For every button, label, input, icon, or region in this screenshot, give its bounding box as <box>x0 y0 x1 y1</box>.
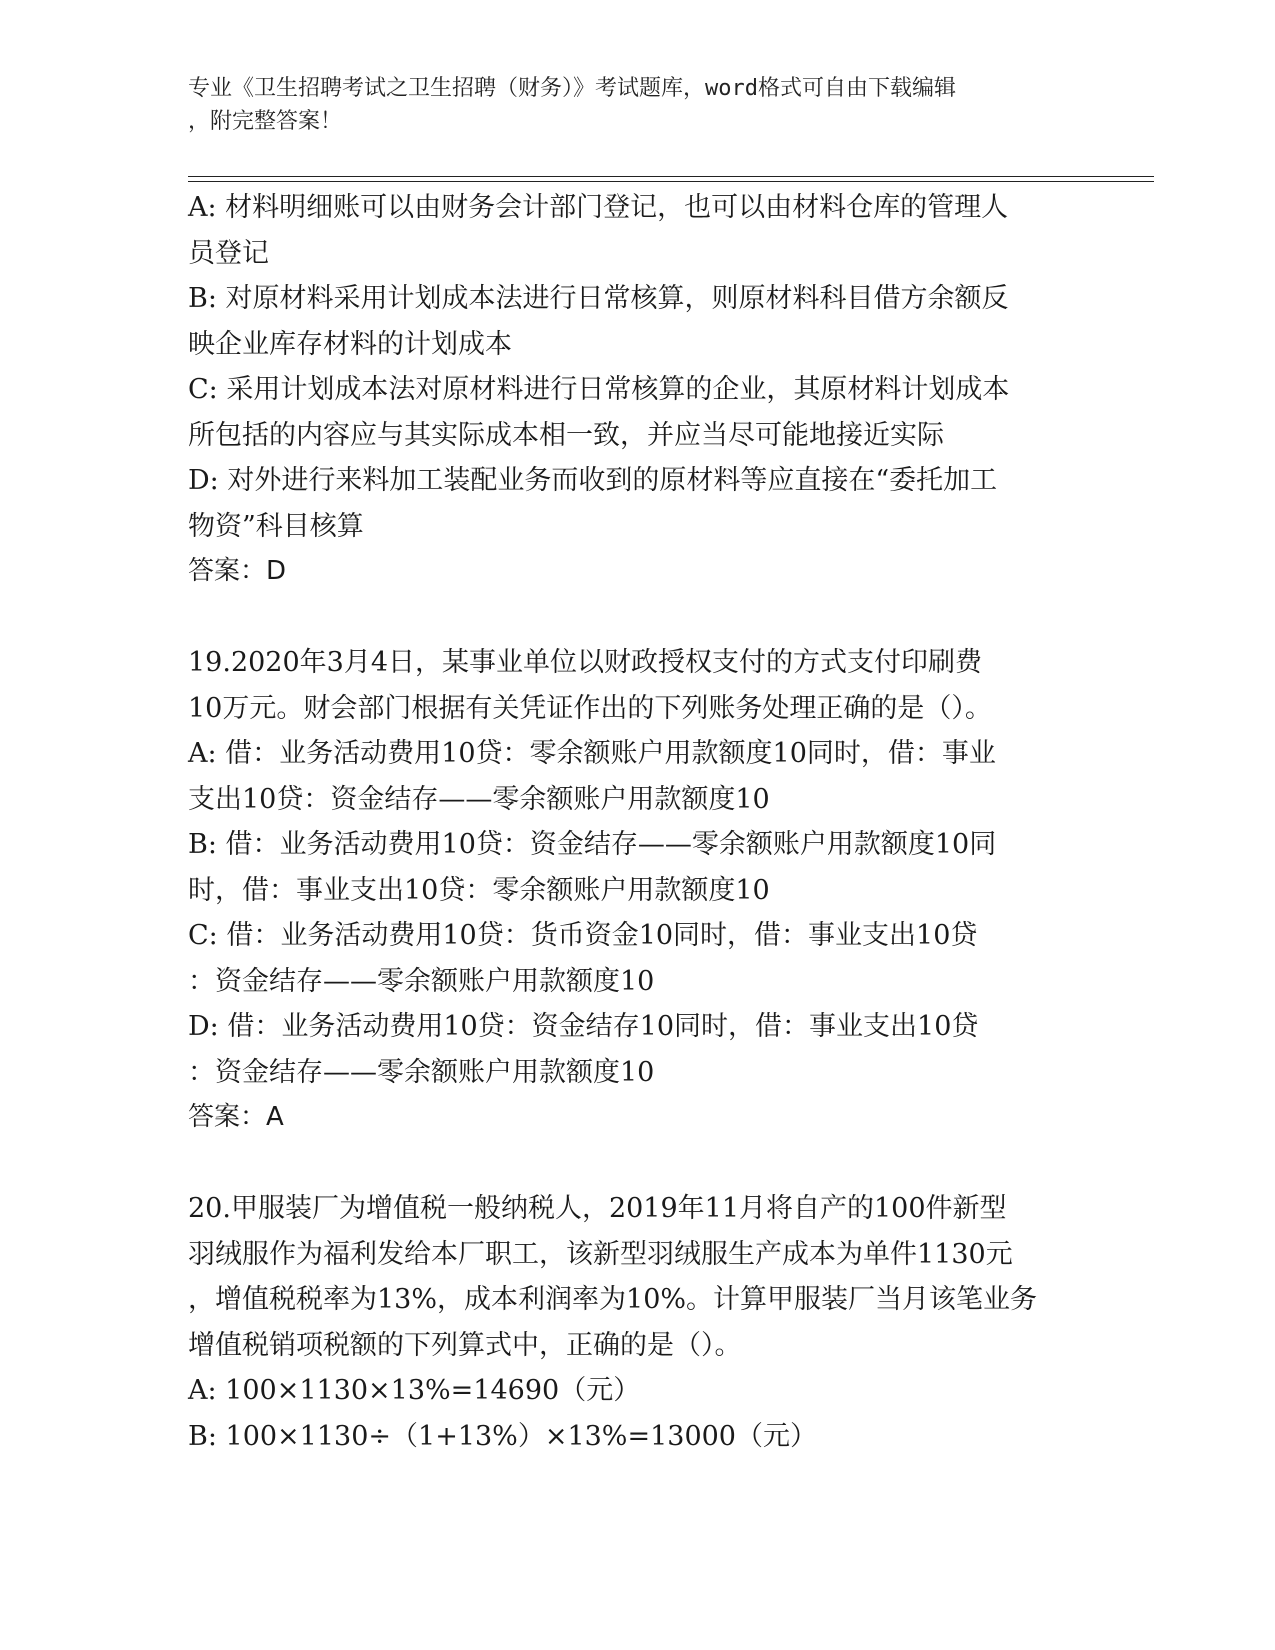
header-divider-top <box>188 176 1154 177</box>
document-header <box>188 72 1068 138</box>
question-20 <box>188 1186 1078 1459</box>
header-divider-bottom <box>188 181 1154 182</box>
option-b-line-1: B: 对原材料采用计划成本法进行日常核算，则原材料科目借方余额反 <box>188 283 1009 314</box>
option-b: B: 100×1130÷（1+13%）×13%=13000（元） <box>188 1420 817 1452</box>
header-line-1: 专业《卫生招聘考试之卫生招聘（财务）》考试题库，word格式可自由下载编辑 <box>188 76 956 101</box>
option-c-line-1: C: 采用计划成本法对原材料进行日常核算的企业，其原材料计划成本 <box>188 374 1010 405</box>
question-20-stem-line-1: 20.甲服装厂为增值税一般纳税人，2019年11月将自产的100件新型 <box>188 1193 1007 1224</box>
option-b-line-2: 映企业库存材料的计划成本 <box>188 328 512 360</box>
option-a-line-1: A: 借：业务活动费用10贷：零余额账户用款额度10同时，借：事业 <box>188 738 996 769</box>
option-b-line-2: 时，借：事业支出10贷：零余额账户用款额度10 <box>188 874 770 906</box>
question-19-stem-line-2: 10万元。财会部门根据有关凭证作出的下列账务处理正确的是（）。 <box>188 692 992 724</box>
answer-18: 答案：D <box>188 556 287 586</box>
option-a-line-2: 员登记 <box>188 237 269 269</box>
option-a-line-2: 支出10贷：资金结存——零余额账户用款额度10 <box>188 783 770 815</box>
question-20-stem-line-3: ，增值税税率为13%，成本利润率为10%。计算甲服装厂当月该笔业务 <box>188 1284 1038 1315</box>
option-b-line-1: B: 借：业务活动费用10贷：资金结存——零余额账户用款额度10同 <box>188 829 997 860</box>
question-20-stem-line-4: 增值税销项税额的下列算式中，正确的是（）。 <box>188 1329 742 1361</box>
question-content <box>188 185 1078 1459</box>
question-20-stem-line-2: 羽绒服作为福利发给本厂职工，该新型羽绒服生产成本为单件1130元 <box>188 1238 1013 1270</box>
option-a: A: 100×1130×13%=14690（元） <box>188 1375 641 1406</box>
option-c-line-1: C: 借：业务活动费用10贷：货币资金10同时，借：事业支出10贷 <box>188 920 978 951</box>
answer-19: 答案：A <box>188 1102 284 1132</box>
option-d-line-2: ：资金结存——零余额账户用款额度10 <box>188 1056 655 1088</box>
option-d-line-1: D: 借：业务活动费用10贷：资金结存10同时，借：事业支出10贷 <box>188 1011 979 1042</box>
option-c-line-2: 所包括的内容应与其实际成本相一致，并应当尽可能地接近实际 <box>188 419 944 451</box>
question-18-options <box>188 185 1078 595</box>
option-c-line-2: ：资金结存——零余额账户用款额度10 <box>188 965 655 997</box>
spacer <box>188 595 1078 641</box>
question-19-stem-line-1: 19.2020年3月4日，某事业单位以财政授权支付的方式支付印刷费 <box>188 647 983 678</box>
spacer <box>188 1141 1078 1187</box>
question-19 <box>188 640 1078 1141</box>
option-a-line-1: A: 材料明细账可以由财务会计部门登记，也可以由材料仓库的管理人 <box>188 192 1009 223</box>
option-d-line-1: D: 对外进行来料加工装配业务而收到的原材料等应直接在“委托加工 <box>188 465 998 496</box>
header-line-2: ，附完整答案！ <box>188 109 343 134</box>
option-d-line-2: 物资”科目核算 <box>188 510 364 542</box>
